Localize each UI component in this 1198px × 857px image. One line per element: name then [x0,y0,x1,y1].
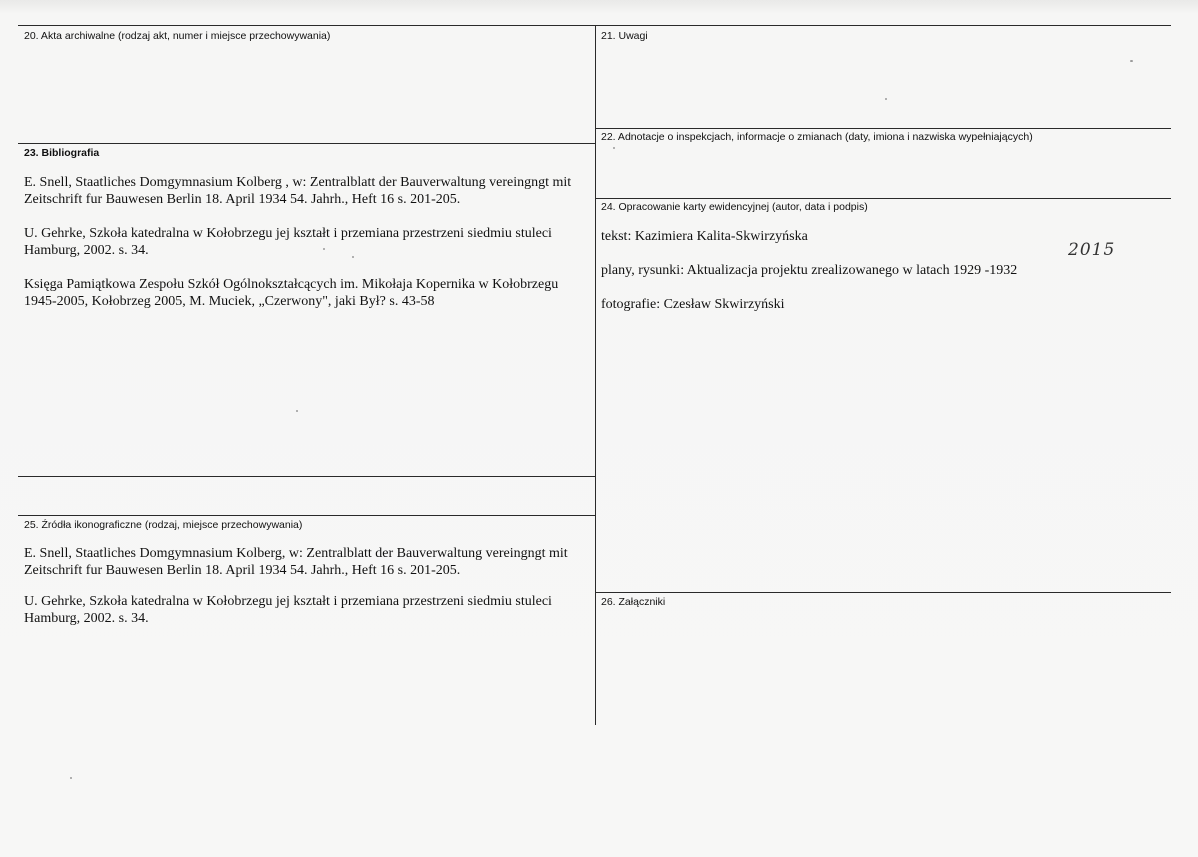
section-23-top-line [18,143,595,144]
section-21-label: 21. Uwagi [601,30,648,42]
handwritten-year-signature: 2015 [1068,240,1116,260]
author-text-line: tekst: Kazimiera Kalita-Skwirzyńska [601,229,808,244]
iconography-entry-line: Zeitschrift fur Bauwesen Berlin 18. April 1934 54. Jahrh., Heft 16 s. 201-205. [24,563,461,578]
scan-speck [323,248,325,250]
author-photos-line: fotografie: Czesław Skwirzyński [601,297,785,312]
iconography-entry-line: Hamburg, 2002. s. 34. [24,611,149,626]
author-plans-line: plany, rysunki: Aktualizacja projektu zrealizowanego w latach 1929 -1932 [601,263,1018,278]
bibliography-entry [24,174,571,208]
scan-speck [1130,60,1133,62]
section-23-label: 23. Bibliografia [24,147,100,159]
section-24-label: 24. Opracowanie karty ewidencyjnej (autor, data i podpis) [601,201,868,213]
section-24-top-line [595,198,1171,199]
section-23-bottom-line [18,476,595,477]
iconography-entry-line: U. Gehrke, Szkoła katedralna w Kołobrzegu jej kształt i przemiana przestrzeni siedmiu stuleci [24,594,552,609]
bibliography-entry-line: Księga Pamiątkowa Zespołu Szkół Ogólnokształcących im. Mikołaja Kopernika w Kołobrzegu [24,277,559,292]
iconography-entry [24,593,552,627]
scan-speck [885,98,887,100]
bibliography-entry-line: 1945-2005, Kołobrzeg 2005, M. Muciek, „Czerwony", jaki Był? s. 43-58 [24,294,435,309]
center-divider-line [595,25,596,725]
bibliography-entry-line: E. Snell, Staatliches Domgymnasium Kolberg , w: Zentralblatt der Bauverwaltung vereingngt mit [24,175,572,190]
bibliography-entry-line: Zeitschrift fur Bauwesen Berlin 18. April 1934 54. Jahrh., Heft 16 s. 201-205. [24,192,461,207]
scan-speck [352,256,354,258]
bibliography-entry-line: Hamburg, 2002. s. 34. [24,243,149,258]
section-26-label: 26. Załączniki [601,596,666,608]
scan-speck [613,147,615,149]
scan-speck [70,777,72,779]
iconography-entry-line: E. Snell, Staatliches Domgymnasium Kolberg, w: Zentralblatt der Bauverwaltung vereingngt mit [24,546,568,561]
section-25-label: 25. Źródła ikonograficzne (rodzaj, miejsce przechowywania) [24,519,303,531]
bibliography-entry-line: U. Gehrke, Szkoła katedralna w Kołobrzegu jej kształt i przemiana przestrzeni siedmiu stuleci [24,226,552,241]
section-22-top-line [595,128,1171,129]
section-26-top-line [595,592,1171,593]
scan-speck [296,410,298,412]
section-25-top-line [18,515,595,516]
bibliography-entry [24,276,558,310]
iconography-entry [24,545,568,579]
section-20-label: 20. Akta archiwalne (rodzaj akt, numer i miejsce przechowywania) [24,30,331,42]
bibliography-entry [24,225,552,259]
section-22-label: 22. Adnotacje o inspekcjach, informacje o zmianach (daty, imiona i nazwiska wypełniających) [601,131,1033,143]
